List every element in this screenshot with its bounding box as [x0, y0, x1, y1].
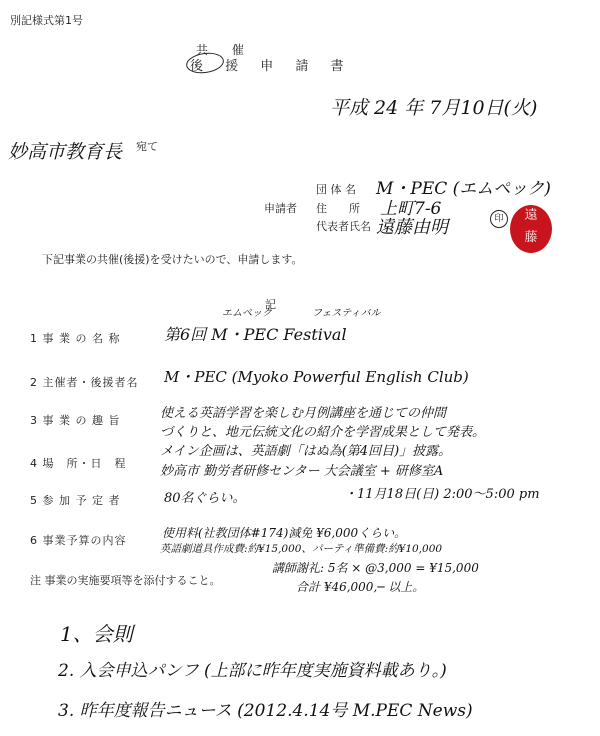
note-text: 注 事業の実施要項等を添付すること。 [30, 574, 221, 587]
seal-char: 藤 [524, 230, 538, 245]
intro-text: 下記事業の共催(後援)を受けたいので、申請します。 [42, 253, 303, 266]
page-title: 後 援 申 請 書 [190, 59, 353, 74]
schedule-value: ・11月18日(日) 2:00～5:00 pm [344, 487, 540, 502]
item-label: 3 事 業 の 趣 旨 [30, 414, 121, 427]
item-label: 4 場 所・日 程 [30, 457, 127, 470]
address-value: 上町7-6 [380, 199, 442, 219]
budget-line: 使用料(社教団体#174)減免 ¥6,000くらい。 [162, 526, 407, 540]
applicant-label: 申請者 [264, 202, 297, 215]
item-label: 2 主催者・後援者名 [30, 376, 139, 389]
budget-total: 合計 ¥46,000,─ 以上。 [296, 580, 425, 594]
purpose-line: メイン企画は、英語劇「はぬ為(第4回目)」披露。 [160, 444, 452, 459]
seal-char: 遠 [524, 208, 538, 223]
seal-mark-circle: 印 [490, 210, 508, 228]
red-seal-stamp [510, 205, 552, 253]
representative-label: 代表者氏名 [316, 220, 371, 233]
ki-heading: 記 [265, 298, 276, 311]
group-name-label: 団 体 名 [316, 183, 356, 196]
attachment-item: 2. 入会申込パンフ (上部に昨年度実施資料載あり。) [58, 661, 447, 681]
item-label: 6 事業予算の内容 [30, 534, 127, 547]
budget-line: 講師謝礼: 5名 × @3,000 = ¥15,000 [272, 561, 479, 575]
purpose-line: 使える英語学習を楽しむ月例講座を通じての仲間 [160, 406, 447, 421]
purpose-line: づくりと、地元伝統文化の紹介を学習成果として発表。 [160, 425, 486, 440]
organizer-value: M・PEC (Myoko Powerful English Club) [164, 368, 469, 386]
item-label: 1 事 業 の 名 称 [30, 332, 121, 345]
budget-line: 英語劇道具作成費:約¥15,000、パーティ準備費:約¥10,000 [160, 543, 443, 555]
attachment-item: 1、会則 [60, 622, 133, 646]
addressee-name: 妙高市教育長 [8, 141, 123, 163]
title-top: 共 催 [196, 43, 254, 57]
attachment-item: 3. 昨年度報告ニュース (2012.4.14号 M.PEC News) [58, 701, 473, 721]
event-name-value: 第6回 M・PEC Festival [164, 325, 347, 344]
form-number: 別記様式第1号 [10, 14, 83, 27]
item-label: 5 参 加 予 定 者 [30, 494, 121, 507]
item-ruby: フェスティバル [312, 308, 381, 319]
address-label: 住 所 [316, 202, 360, 215]
addressee-suffix: 宛て [136, 140, 158, 153]
representative-value: 遠藤由明 [376, 217, 448, 238]
group-name-value: M・PEC (エムペック) [376, 179, 551, 199]
participants-value: 80名ぐらい。 [164, 491, 246, 506]
item-ruby: エムペック [222, 308, 272, 319]
venue-value: 妙高市 勤労者研修センター 大会議室 + 研修室A [160, 464, 444, 479]
handwritten-date: 平成 24 年 7月10日(火) [330, 97, 538, 119]
